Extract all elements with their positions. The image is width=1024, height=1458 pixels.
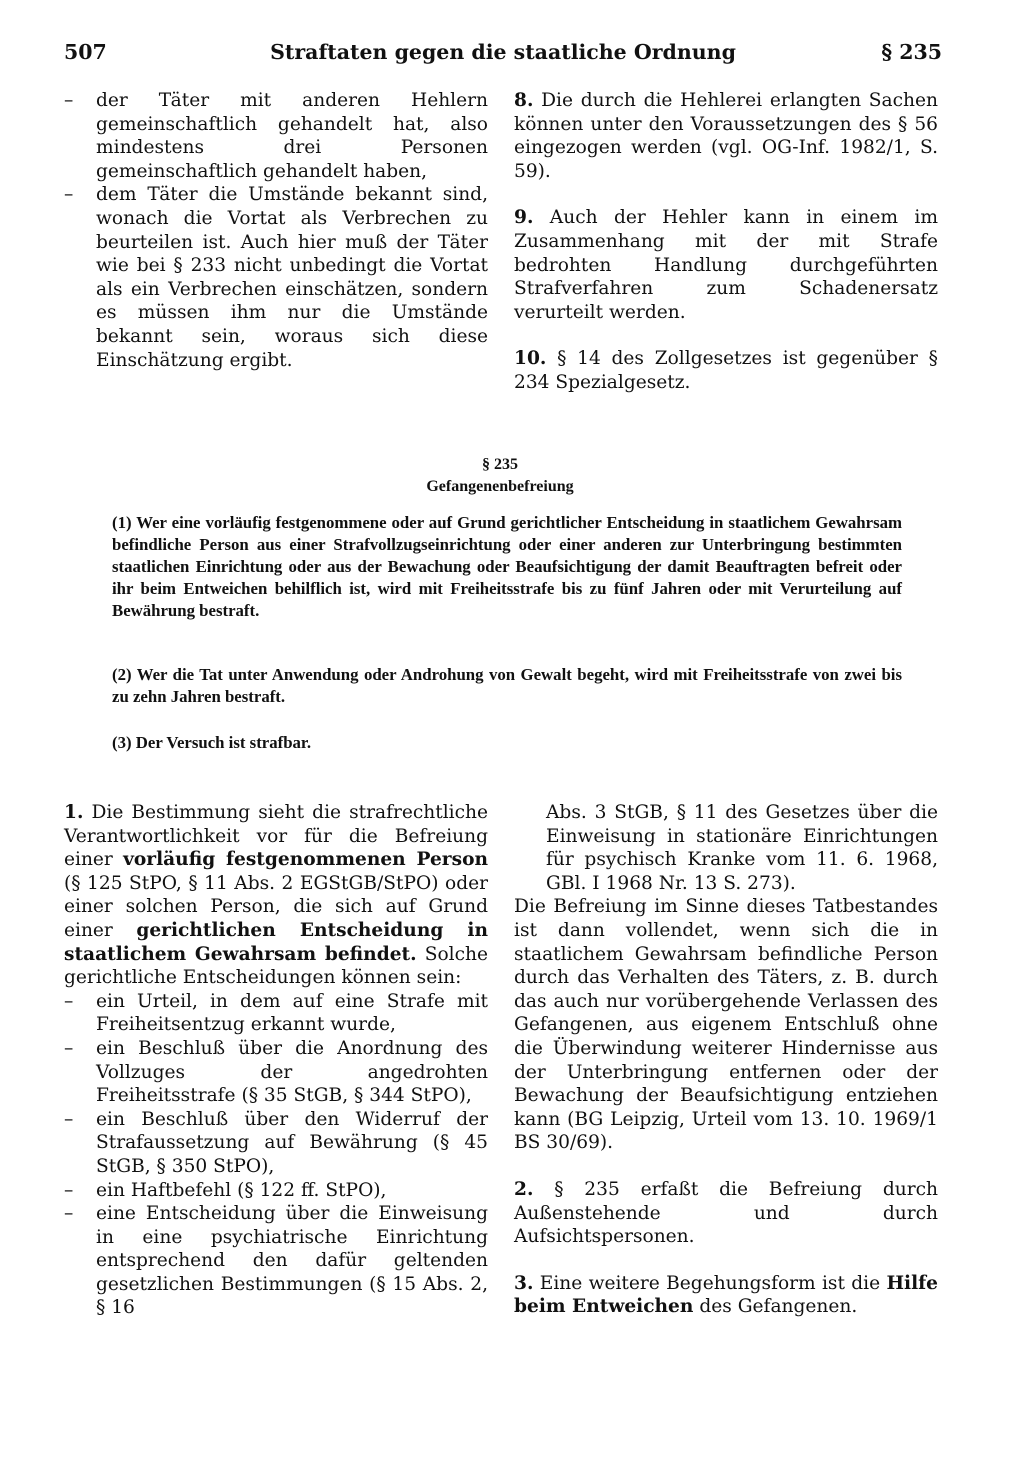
list-item-text: ein Haftbefehl (§ 122 ff. StPO), [96, 1179, 387, 1201]
annotation-paragraph-3 [514, 1272, 938, 1319]
paragraph-text: Auch der Hehler kann in einem im Zusammenhang mit der mit Strafe bedrohten Handlung durchgeführten Strafverfahren zum Schadenersatz verurteilt werden. [514, 207, 938, 323]
dash-marker: – [64, 184, 74, 206]
dash-marker: – [64, 990, 74, 1012]
paragraph-number: 8. [514, 90, 534, 111]
paragraph-text: Die durch die Hehlerei erlangten Sachen können unter den Voraussetzungen des § 56 eingezogen werden (vgl. OG-Inf. 1982/1, S. 59). [514, 90, 938, 182]
paragraph-text: (§ 125 StPO, § 11 Abs. 2 EGStGB/StPO) oder einer solchen Person, die sich auf Grund einer [64, 872, 488, 941]
dash-marker: – [64, 90, 74, 111]
law-title: Gefangenenbefreiung [426, 478, 574, 495]
annotation-paragraph-10 [514, 347, 938, 394]
top-right-column [514, 89, 938, 395]
list-item-text: der Täter mit anderen Hehlern gemeinschaftlich gehandelt hat, also mindestens drei Personen gemeinschaftlich gehandelt haben, [96, 90, 488, 182]
dash-marker: – [64, 1179, 74, 1201]
list-item-text: ein Beschluß über die Anordnung des Vollzuges der angedrohten Freiheitsstrafe (§ 35 StGB, § 344 StPO), [96, 1037, 488, 1107]
list-item [64, 89, 488, 183]
paragraph-text: § 14 des Zollgesetzes ist gegenüber § 234 Spezialgesetz. [514, 348, 938, 393]
emphasis-text: Hilfe beim Entweichen [514, 1272, 938, 1318]
law-paragraph-1: (1) Wer eine vorläufig festgenommene oder auf Grund gerichtlicher Entscheidung in staatlichem Gewahrsam befindliche Person aus einer Strafvollzugseinrichtung oder einer anderen zur Unterbringung bestimmten staatlichen Einrichtung oder aus der Bewachung oder Beaufsichtigung der damit Beauftragten befreit oder ihr beim Entweichen behilflich ist, wird mit Freiheitsstrafe bis zu fünf Jahren oder mit Verurteilung auf Bewährung bestraft. [112, 513, 902, 620]
paragraph-number: 1. [64, 802, 84, 823]
paragraph-number: 9. [514, 207, 534, 229]
annotation-paragraph: Die Befreiung im Sinne dieses Tatbestandes ist dann vollendet, wenn sich die in staatlichem Gewahrsam befindliche Person durch das Verhalten des Täters, z. B. durch das auch nur vorübergehende Verlassen des Gefangenen, aus eigenem Entschluß ohne die Überwindung weiterer Hindernisse aus der Unterbringung entfernen oder der Bewachung der Beaufsichtigung entziehen kann (BG Leipzig, Urteil vom 13. 10. 1969/1 BS 30/69). [514, 896, 938, 1154]
law-section-number: § 235 [482, 456, 518, 473]
list-item [64, 1179, 488, 1203]
list-item [64, 1108, 488, 1179]
list-item-text: ein Urteil, in dem auf eine Strafe mit Freiheitsentzug erkannt wurde, [96, 990, 488, 1036]
list-item [64, 1202, 488, 1320]
annotation-paragraph-9 [514, 206, 938, 324]
paragraph-number: 2. [514, 1178, 534, 1200]
law-heading [300, 454, 700, 498]
paragraph-text: Solche gerichtliche Entscheidungen können sein: [64, 943, 488, 989]
list-item [64, 990, 488, 1037]
paragraph-text: Eine weitere Begehungsform ist die [539, 1272, 881, 1294]
paragraph-number: 10. [514, 348, 547, 370]
annotation-paragraph-1 [64, 801, 488, 990]
dash-marker: – [64, 1037, 74, 1059]
list-item-text: eine Entscheidung über die Einweisung in eine psychiatrische Einrichtung entsprechend den dafür geltenden gesetzlichen Bestimmungen (§ 15 Abs. 2, § 16 [96, 1203, 488, 1319]
law-paragraph-3: (3) Der Versuch ist strafbar. [112, 733, 312, 752]
bottom-right-column [514, 801, 938, 1319]
annotation-paragraph-8 [514, 89, 938, 183]
continued-list-text: Abs. 3 StGB, § 11 des Gesetzes über die Einweisung in stationäre Einrichtungen für psychisch Kranke vom 11. 6. 1968, GBl. I 1968 Nr. 13 S. 273). [546, 802, 938, 894]
top-left-column [64, 89, 488, 372]
paragraph-text: des Gefangenen. [699, 1296, 858, 1318]
dash-marker: – [64, 1203, 74, 1225]
paragraph-text: § 235 erfaßt die Befreiung durch Außenstehende und durch Aufsichtspersonen. [514, 1178, 938, 1248]
list-item [64, 183, 488, 372]
bottom-left-column [64, 801, 488, 1320]
list-item [64, 1037, 488, 1108]
law-paragraph-2: (2) Wer die Tat unter Anwendung oder Androhung von Gewalt begeht, wird mit Freiheitsstrafe von zwei bis zu zehn Jahren bestraft. [112, 665, 902, 706]
paragraph-number: 3. [514, 1272, 534, 1294]
emphasis-text: vorläufig festgenommenen Person [123, 849, 488, 871]
list-item-text: ein Beschluß über den Widerruf der Strafaussetzung auf Bewährung (§ 45 StGB, § 350 StPO), [96, 1108, 488, 1177]
dash-marker: – [64, 1108, 74, 1130]
annotation-paragraph-2 [514, 1178, 938, 1249]
running-header [64, 40, 942, 70]
emphasis-text: gerichtlichen Entscheidung in staatlichem Gewahrsam befindet. [64, 919, 488, 965]
header-section: § 235 [881, 40, 942, 64]
page-number: 507 [64, 40, 107, 64]
paragraph-text: Die Bestimmung sieht die strafrechtliche Verantwortlichkeit vor für die Befreiung einer [64, 802, 488, 871]
header-title: Straftaten gegen die staatliche Ordnung [270, 40, 736, 64]
list-item-text: dem Täter die Umstände bekannt sind, wonach die Vortat als Verbrechen zu beurteilen ist. Auch hier muß der Täter wie bei § 233 nicht unbedingt die Vortat als ein Verbrechen einschätzen, sondern es müssen ihm nur die Umstände bekannt sein, woraus sich diese Einschätzung ergibt. [96, 184, 488, 371]
